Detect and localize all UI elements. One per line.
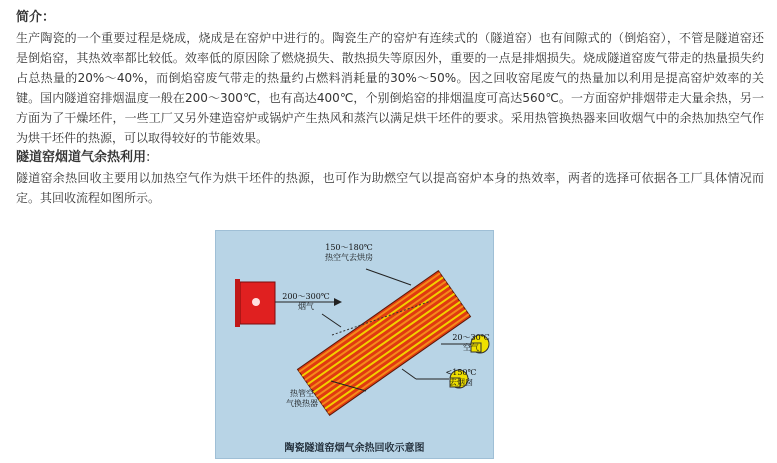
label-air-in: [449, 333, 493, 353]
label-air-in-text: 空气: [463, 343, 479, 352]
label-flue-in-text: 烟气: [298, 302, 314, 311]
label-exchanger-line1: 热管空: [290, 389, 314, 398]
article: [16, 8, 764, 208]
flue-label-leader: [322, 314, 341, 327]
section-title-tunnel-kiln: [16, 148, 764, 168]
intro-paragraph: 生产陶瓷的一个重要过程是烧成，烧成是在窑炉中进行的。陶瓷生产的窑炉有连续式的（隧道窑）也有间隙式的（倒焰窑），不管是隧道窑还是倒焰窑，其热效率都比较低。效率低的原因除了燃烧损失、散热损失等原因外，重要的一点是排烟损失。烧成隧道窑废气带走的热量损失约占总热量的20%～40%，而倒焰窑废气带走的热量约占燃料消耗量的30%～50%。因之回收窑尾废气的热量加以利用是提高窑炉效率的关键。国内隧道窑排烟温度一般在200～300℃，也有高达400℃，个别倒焰窑的排烟温度可高达560℃。一方面窑炉排烟带走大量余热，另一方面为了干燥坯件，一些工厂又另外建造窑炉或锅炉产生热风和蒸汽以满足烘干坯件的要求。采用热管换热器来回收烟气中的余热加热空气作为烘干坯件的热源，可以取得较好的节能效果。: [16, 31, 764, 145]
label-flue-out-temp: <150℃: [445, 368, 477, 377]
label-hot-air: [309, 243, 389, 263]
label-flue-out: [437, 368, 485, 388]
tunnel-kiln-paragraph: 隧道窑余热回收主要用以加热空气作为烘干坯件的热源，也可作为助燃空气以提高窑炉本身的热效率，两者的选择可依据各工厂具体情况而定。其回收流程如图所示。: [16, 171, 764, 205]
kiln-box-icon: [235, 279, 275, 327]
flue-outlet-line-2: [402, 369, 416, 379]
section-title-intro: 简介：: [16, 10, 56, 25]
label-flue-out-text: 去烟囱: [449, 378, 473, 387]
section-title-colon: :: [146, 150, 151, 165]
section-title-tunnel-kiln-text: 隧道窑烟道气余热利用: [16, 150, 147, 165]
heat-pipe-stripe: [313, 293, 455, 393]
heat-recovery-diagram: [215, 230, 494, 459]
label-hot-air-text: 热空气去烘房: [325, 253, 373, 262]
label-hot-air-temp: 150～180℃: [325, 243, 373, 252]
label-flue-in-temp: 200～300℃: [282, 292, 330, 301]
label-exchanger-line2: 气换热器: [286, 399, 318, 408]
flue-arrow: [334, 298, 342, 306]
label-exchanger: [276, 389, 328, 409]
hot-air-line: [366, 269, 411, 285]
figure-caption: 陶瓷隧道窑烟气余热回收示意图: [284, 443, 425, 454]
label-flue-in: [280, 292, 332, 312]
label-air-in-temp: 20～30℃: [452, 333, 490, 342]
